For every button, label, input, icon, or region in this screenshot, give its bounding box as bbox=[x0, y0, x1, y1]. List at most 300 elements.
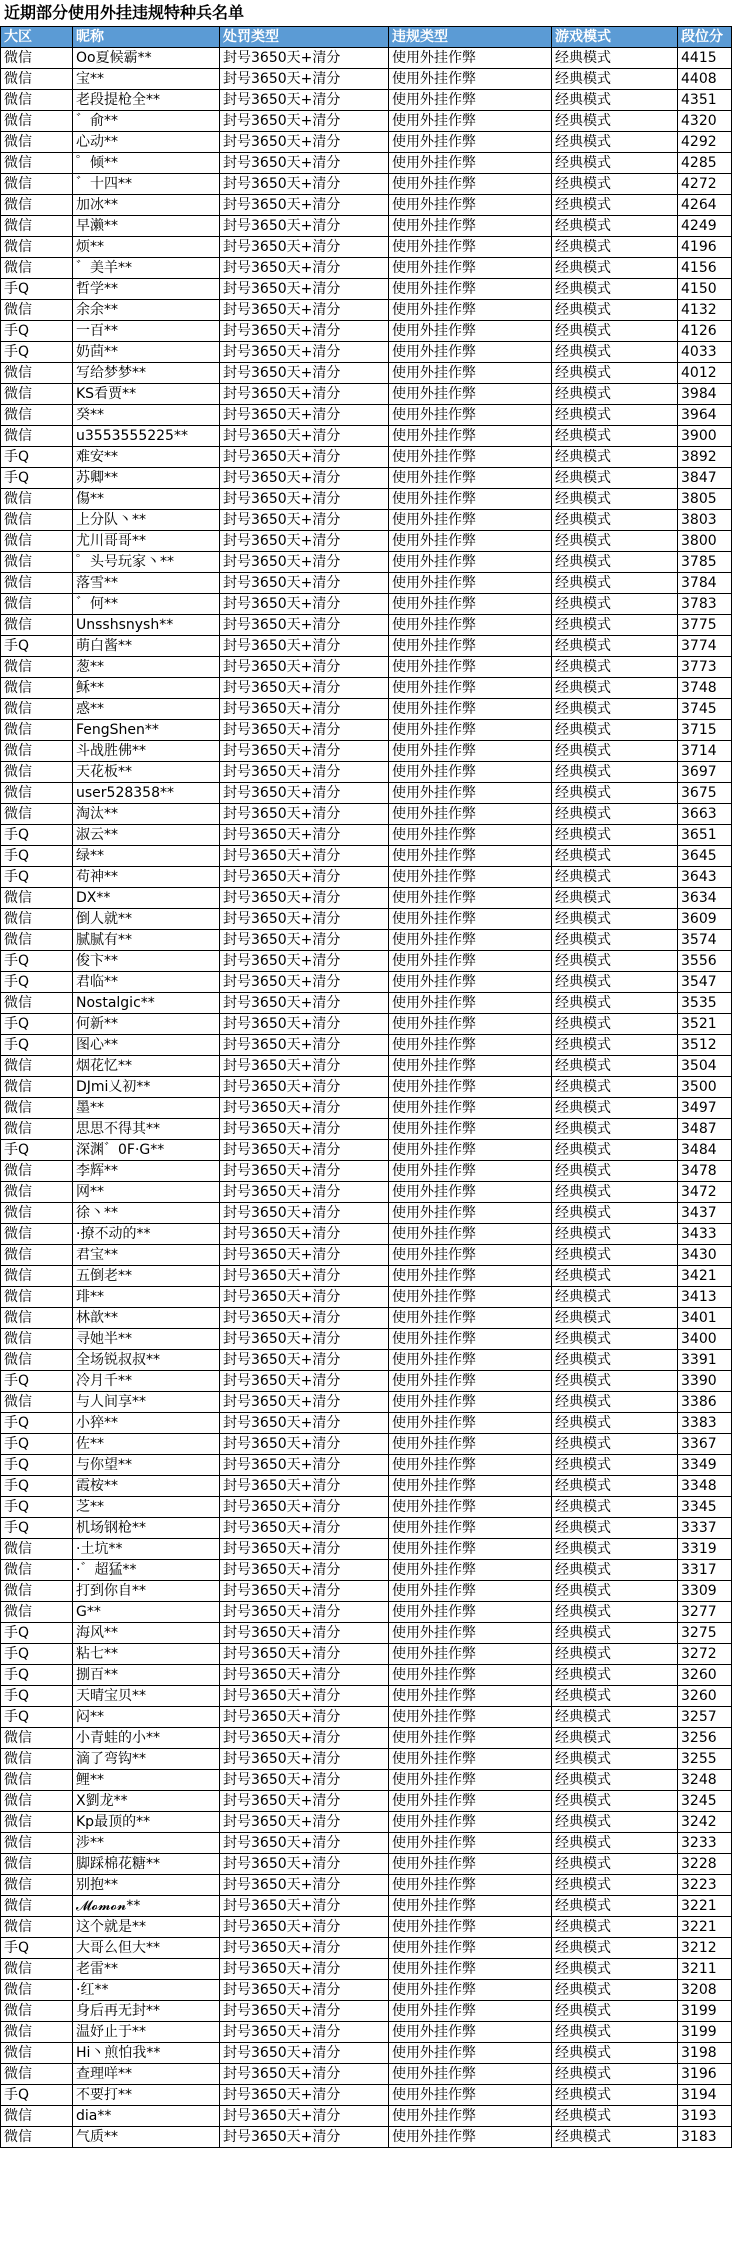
cell-mode: 经典模式 bbox=[552, 573, 678, 594]
cell-violation: 使用外挂作弊 bbox=[389, 573, 552, 594]
cell-mode: 经典模式 bbox=[552, 1077, 678, 1098]
table-row bbox=[1, 1812, 732, 1833]
cell-mode: 经典模式 bbox=[552, 195, 678, 216]
cell-mode: 经典模式 bbox=[552, 1980, 678, 2001]
table-row bbox=[1, 1539, 732, 1560]
table-row bbox=[1, 258, 732, 279]
cell-penalty: 封号3650天+清分 bbox=[220, 1728, 389, 1749]
cell-nickname: 冷月千** bbox=[73, 1371, 220, 1392]
cell-mode: 经典模式 bbox=[552, 1014, 678, 1035]
cell-mode: 经典模式 bbox=[552, 1098, 678, 1119]
cell-rank-score: 3319 bbox=[678, 1539, 732, 1560]
cell-nickname: u3553555225** bbox=[73, 426, 220, 447]
cell-region: 微信 bbox=[1, 1728, 73, 1749]
cell-mode: 经典模式 bbox=[552, 1770, 678, 1791]
cell-nickname: 捌百** bbox=[73, 1665, 220, 1686]
table-row bbox=[1, 636, 732, 657]
cell-violation: 使用外挂作弊 bbox=[389, 1350, 552, 1371]
cell-violation: 使用外挂作弊 bbox=[389, 132, 552, 153]
cell-violation: 使用外挂作弊 bbox=[389, 1224, 552, 1245]
cell-rank-score: 3535 bbox=[678, 993, 732, 1014]
cell-nickname: 老雷** bbox=[73, 1959, 220, 1980]
cell-nickname: 思思不得其** bbox=[73, 1119, 220, 1140]
cell-rank-score: 3212 bbox=[678, 1938, 732, 1959]
table-row bbox=[1, 1329, 732, 1350]
cell-penalty: 封号3650天+清分 bbox=[220, 1938, 389, 1959]
cell-region: 手Q bbox=[1, 1014, 73, 1035]
cell-nickname: 图心** bbox=[73, 1035, 220, 1056]
cell-rank-score: 3892 bbox=[678, 447, 732, 468]
table-row bbox=[1, 972, 732, 993]
cell-penalty: 封号3650天+清分 bbox=[220, 1203, 389, 1224]
cell-nickname: ゛美羊** bbox=[73, 258, 220, 279]
cell-region: 微信 bbox=[1, 363, 73, 384]
cell-nickname: 墨** bbox=[73, 1098, 220, 1119]
cell-violation: 使用外挂作弊 bbox=[389, 1392, 552, 1413]
cell-violation: 使用外挂作弊 bbox=[389, 1959, 552, 1980]
cell-rank-score: 3715 bbox=[678, 720, 732, 741]
table-row bbox=[1, 510, 732, 531]
cell-violation: 使用外挂作弊 bbox=[389, 930, 552, 951]
cell-violation: 使用外挂作弊 bbox=[389, 300, 552, 321]
cell-violation: 使用外挂作弊 bbox=[389, 1560, 552, 1581]
table-row bbox=[1, 2043, 732, 2064]
cell-rank-score: 3208 bbox=[678, 1980, 732, 2001]
cell-rank-score: 3964 bbox=[678, 405, 732, 426]
cell-region: 微信 bbox=[1, 1749, 73, 1770]
cell-mode: 经典模式 bbox=[552, 1203, 678, 1224]
cell-region: 微信 bbox=[1, 2064, 73, 2085]
cell-penalty: 封号3650天+清分 bbox=[220, 2001, 389, 2022]
cell-penalty: 封号3650天+清分 bbox=[220, 2085, 389, 2106]
cell-region: 微信 bbox=[1, 1350, 73, 1371]
cell-region: 微信 bbox=[1, 300, 73, 321]
table-row bbox=[1, 552, 732, 573]
cell-region: 微信 bbox=[1, 930, 73, 951]
cell-rank-score: 3556 bbox=[678, 951, 732, 972]
cell-region: 手Q bbox=[1, 1686, 73, 1707]
cell-violation: 使用外挂作弊 bbox=[389, 1455, 552, 1476]
cell-region: 微信 bbox=[1, 1182, 73, 1203]
cell-mode: 经典模式 bbox=[552, 1791, 678, 1812]
table-row bbox=[1, 174, 732, 195]
cell-penalty: 封号3650天+清分 bbox=[220, 1749, 389, 1770]
table-row bbox=[1, 2085, 732, 2106]
table-row bbox=[1, 573, 732, 594]
cell-penalty: 封号3650天+清分 bbox=[220, 426, 389, 447]
cell-rank-score: 3400 bbox=[678, 1329, 732, 1350]
cell-nickname: 网** bbox=[73, 1182, 220, 1203]
table-row bbox=[1, 846, 732, 867]
cell-region: 微信 bbox=[1, 426, 73, 447]
cell-penalty: 封号3650天+清分 bbox=[220, 2127, 389, 2148]
cell-penalty: 封号3650天+清分 bbox=[220, 321, 389, 342]
cell-penalty: 封号3650天+清分 bbox=[220, 1035, 389, 1056]
cell-region: 微信 bbox=[1, 573, 73, 594]
cell-mode: 经典模式 bbox=[552, 111, 678, 132]
table-row bbox=[1, 1245, 732, 1266]
cell-penalty: 封号3650天+清分 bbox=[220, 762, 389, 783]
table-row bbox=[1, 531, 732, 552]
cell-violation: 使用外挂作弊 bbox=[389, 1791, 552, 1812]
cell-violation: 使用外挂作弊 bbox=[389, 1119, 552, 1140]
cell-penalty: 封号3650天+清分 bbox=[220, 2106, 389, 2127]
table-row bbox=[1, 1644, 732, 1665]
cell-nickname: 佐** bbox=[73, 1434, 220, 1455]
cell-region: 微信 bbox=[1, 762, 73, 783]
cell-mode: 经典模式 bbox=[552, 342, 678, 363]
cell-rank-score: 3401 bbox=[678, 1308, 732, 1329]
cell-violation: 使用外挂作弊 bbox=[389, 111, 552, 132]
cell-region: 微信 bbox=[1, 258, 73, 279]
cell-mode: 经典模式 bbox=[552, 1434, 678, 1455]
cell-rank-score: 3609 bbox=[678, 909, 732, 930]
cell-penalty: 封号3650天+清分 bbox=[220, 1896, 389, 1917]
cell-mode: 经典模式 bbox=[552, 678, 678, 699]
cell-region: 微信 bbox=[1, 405, 73, 426]
cell-mode: 经典模式 bbox=[552, 783, 678, 804]
table-row bbox=[1, 1161, 732, 1182]
cell-violation: 使用外挂作弊 bbox=[389, 783, 552, 804]
cell-region: 微信 bbox=[1, 1875, 73, 1896]
cell-penalty: 封号3650天+清分 bbox=[220, 531, 389, 552]
cell-rank-score: 4196 bbox=[678, 237, 732, 258]
cell-penalty: 封号3650天+清分 bbox=[220, 510, 389, 531]
cell-mode: 经典模式 bbox=[552, 258, 678, 279]
cell-nickname: DJmi乂初** bbox=[73, 1077, 220, 1098]
cell-nickname: 不要打** bbox=[73, 2085, 220, 2106]
cell-penalty: 封号3650天+清分 bbox=[220, 951, 389, 972]
cell-rank-score: 3277 bbox=[678, 1602, 732, 1623]
cell-region: 手Q bbox=[1, 1140, 73, 1161]
cell-penalty: 封号3650天+清分 bbox=[220, 552, 389, 573]
table-row bbox=[1, 657, 732, 678]
cell-penalty: 封号3650天+清分 bbox=[220, 1434, 389, 1455]
cell-region: 微信 bbox=[1, 615, 73, 636]
cell-mode: 经典模式 bbox=[552, 1119, 678, 1140]
cell-nickname: 奶茴** bbox=[73, 342, 220, 363]
table-row bbox=[1, 1518, 732, 1539]
cell-rank-score: 3317 bbox=[678, 1560, 732, 1581]
table-row bbox=[1, 888, 732, 909]
cell-mode: 经典模式 bbox=[552, 909, 678, 930]
cell-penalty: 封号3650天+清分 bbox=[220, 1224, 389, 1245]
cell-penalty: 封号3650天+清分 bbox=[220, 1602, 389, 1623]
cell-violation: 使用外挂作弊 bbox=[389, 1476, 552, 1497]
cell-region: 微信 bbox=[1, 1287, 73, 1308]
cell-rank-score: 3367 bbox=[678, 1434, 732, 1455]
cell-region: 手Q bbox=[1, 468, 73, 489]
cell-violation: 使用外挂作弊 bbox=[389, 867, 552, 888]
cell-region: 微信 bbox=[1, 783, 73, 804]
cell-mode: 经典模式 bbox=[552, 867, 678, 888]
cell-mode: 经典模式 bbox=[552, 300, 678, 321]
cell-region: 手Q bbox=[1, 1035, 73, 1056]
cell-violation: 使用外挂作弊 bbox=[389, 1728, 552, 1749]
table-row bbox=[1, 1728, 732, 1749]
cell-region: 手Q bbox=[1, 1623, 73, 1644]
table-row bbox=[1, 489, 732, 510]
cell-rank-score: 3245 bbox=[678, 1791, 732, 1812]
cell-violation: 使用外挂作弊 bbox=[389, 2085, 552, 2106]
cell-violation: 使用外挂作弊 bbox=[389, 615, 552, 636]
page-title: 近期部分使用外挂违规特种兵名单 bbox=[4, 3, 245, 22]
cell-region: 微信 bbox=[1, 2127, 73, 2148]
cell-penalty: 封号3650天+清分 bbox=[220, 783, 389, 804]
cell-rank-score: 4351 bbox=[678, 90, 732, 111]
cell-nickname: 打到你自** bbox=[73, 1581, 220, 1602]
table-row bbox=[1, 1833, 732, 1854]
table-row bbox=[1, 993, 732, 1014]
table-row bbox=[1, 1581, 732, 1602]
cell-penalty: 封号3650天+清分 bbox=[220, 489, 389, 510]
cell-nickname: FengShen** bbox=[73, 720, 220, 741]
cell-region: 手Q bbox=[1, 846, 73, 867]
cell-violation: 使用外挂作弊 bbox=[389, 510, 552, 531]
cell-penalty: 封号3650天+清分 bbox=[220, 468, 389, 489]
cell-region: 微信 bbox=[1, 1770, 73, 1791]
cell-nickname: 宝** bbox=[73, 69, 220, 90]
cell-rank-score: 3221 bbox=[678, 1917, 732, 1938]
table-row bbox=[1, 1035, 732, 1056]
cell-violation: 使用外挂作弊 bbox=[389, 69, 552, 90]
cell-region: 手Q bbox=[1, 1476, 73, 1497]
cell-violation: 使用外挂作弊 bbox=[389, 2001, 552, 2022]
cell-nickname: 天花板** bbox=[73, 762, 220, 783]
table-row bbox=[1, 2022, 732, 2043]
cell-rank-score: 3211 bbox=[678, 1959, 732, 1980]
cell-rank-score: 4012 bbox=[678, 363, 732, 384]
cell-region: 微信 bbox=[1, 1161, 73, 1182]
cell-region: 微信 bbox=[1, 174, 73, 195]
cell-mode: 经典模式 bbox=[552, 993, 678, 1014]
cell-rank-score: 4292 bbox=[678, 132, 732, 153]
cell-nickname: 上分队丶** bbox=[73, 510, 220, 531]
cell-region: 手Q bbox=[1, 972, 73, 993]
table-row bbox=[1, 804, 732, 825]
table-row bbox=[1, 951, 732, 972]
table-row bbox=[1, 300, 732, 321]
cell-rank-score: 3574 bbox=[678, 930, 732, 951]
cell-region: 微信 bbox=[1, 2043, 73, 2064]
cell-rank-score: 3198 bbox=[678, 2043, 732, 2064]
cell-violation: 使用外挂作弊 bbox=[389, 405, 552, 426]
cell-mode: 经典模式 bbox=[552, 1224, 678, 1245]
cell-nickname: 淘汰** bbox=[73, 804, 220, 825]
cell-penalty: 封号3650天+清分 bbox=[220, 1644, 389, 1665]
cell-mode: 经典模式 bbox=[552, 1938, 678, 1959]
cell-nickname: 小青蛙的小** bbox=[73, 1728, 220, 1749]
cell-violation: 使用外挂作弊 bbox=[389, 1854, 552, 1875]
table-row bbox=[1, 447, 732, 468]
cell-violation: 使用外挂作弊 bbox=[389, 342, 552, 363]
cell-region: 微信 bbox=[1, 1098, 73, 1119]
table-row bbox=[1, 867, 732, 888]
column-header-violation: 违规类型 bbox=[389, 27, 552, 48]
cell-violation: 使用外挂作弊 bbox=[389, 258, 552, 279]
cell-rank-score: 3745 bbox=[678, 699, 732, 720]
cell-mode: 经典模式 bbox=[552, 741, 678, 762]
cell-nickname: 烟花忆** bbox=[73, 1056, 220, 1077]
cell-mode: 经典模式 bbox=[552, 447, 678, 468]
cell-violation: 使用外挂作弊 bbox=[389, 888, 552, 909]
cell-mode: 经典模式 bbox=[552, 1476, 678, 1497]
cell-nickname: 这个就是** bbox=[73, 1917, 220, 1938]
cell-region: 微信 bbox=[1, 1602, 73, 1623]
cell-violation: 使用外挂作弊 bbox=[389, 1665, 552, 1686]
cell-region: 手Q bbox=[1, 1371, 73, 1392]
cell-rank-score: 3697 bbox=[678, 762, 732, 783]
table-row bbox=[1, 279, 732, 300]
cell-mode: 经典模式 bbox=[552, 972, 678, 993]
cell-rank-score: 3800 bbox=[678, 531, 732, 552]
cell-rank-score: 3386 bbox=[678, 1392, 732, 1413]
cell-region: 手Q bbox=[1, 1665, 73, 1686]
cell-mode: 经典模式 bbox=[552, 657, 678, 678]
cell-nickname: 稣** bbox=[73, 678, 220, 699]
cell-mode: 经典模式 bbox=[552, 1560, 678, 1581]
cell-mode: 经典模式 bbox=[552, 90, 678, 111]
cell-region: 微信 bbox=[1, 69, 73, 90]
cell-penalty: 封号3650天+清分 bbox=[220, 174, 389, 195]
cell-nickname: 何新** bbox=[73, 1014, 220, 1035]
cell-violation: 使用外挂作弊 bbox=[389, 657, 552, 678]
cell-mode: 经典模式 bbox=[552, 1266, 678, 1287]
cell-violation: 使用外挂作弊 bbox=[389, 1644, 552, 1665]
cell-penalty: 封号3650天+清分 bbox=[220, 804, 389, 825]
cell-penalty: 封号3650天+清分 bbox=[220, 1980, 389, 2001]
table-row bbox=[1, 1455, 732, 1476]
table-row bbox=[1, 594, 732, 615]
cell-rank-score: 3309 bbox=[678, 1581, 732, 1602]
cell-mode: 经典模式 bbox=[552, 384, 678, 405]
cell-nickname: 林歆** bbox=[73, 1308, 220, 1329]
cell-rank-score: 4320 bbox=[678, 111, 732, 132]
cell-violation: 使用外挂作弊 bbox=[389, 1518, 552, 1539]
cell-penalty: 封号3650天+清分 bbox=[220, 1371, 389, 1392]
cell-penalty: 封号3650天+清分 bbox=[220, 384, 389, 405]
cell-mode: 经典模式 bbox=[552, 1056, 678, 1077]
table-row bbox=[1, 195, 732, 216]
cell-nickname: 脚踩棉花糖** bbox=[73, 1854, 220, 1875]
cell-nickname: 小猝** bbox=[73, 1413, 220, 1434]
cell-violation: 使用外挂作弊 bbox=[389, 216, 552, 237]
cell-region: 微信 bbox=[1, 48, 73, 69]
cell-region: 微信 bbox=[1, 2106, 73, 2127]
cell-nickname: DX** bbox=[73, 888, 220, 909]
cell-region: 微信 bbox=[1, 678, 73, 699]
cell-nickname: ·红** bbox=[73, 1980, 220, 2001]
cell-region: 微信 bbox=[1, 1224, 73, 1245]
cell-violation: 使用外挂作弊 bbox=[389, 426, 552, 447]
cell-penalty: 封号3650天+清分 bbox=[220, 1119, 389, 1140]
table-row bbox=[1, 1560, 732, 1581]
table-row bbox=[1, 1140, 732, 1161]
cell-penalty: 封号3650天+清分 bbox=[220, 1833, 389, 1854]
table-row bbox=[1, 1665, 732, 1686]
cell-mode: 经典模式 bbox=[552, 1749, 678, 1770]
cell-rank-score: 3413 bbox=[678, 1287, 732, 1308]
cell-penalty: 封号3650天+清分 bbox=[220, 720, 389, 741]
table-row bbox=[1, 1770, 732, 1791]
table-row bbox=[1, 1434, 732, 1455]
cell-penalty: 封号3650天+清分 bbox=[220, 1875, 389, 1896]
cell-violation: 使用外挂作弊 bbox=[389, 174, 552, 195]
cell-nickname: 鲤** bbox=[73, 1770, 220, 1791]
column-header-penalty: 处罚类型 bbox=[220, 27, 389, 48]
cell-mode: 经典模式 bbox=[552, 153, 678, 174]
cell-penalty: 封号3650天+清分 bbox=[220, 846, 389, 867]
cell-penalty: 封号3650天+清分 bbox=[220, 1266, 389, 1287]
cell-rank-score: 4285 bbox=[678, 153, 732, 174]
table-row bbox=[1, 1182, 732, 1203]
cell-mode: 经典模式 bbox=[552, 468, 678, 489]
cell-nickname: 徐丶** bbox=[73, 1203, 220, 1224]
cell-mode: 经典模式 bbox=[552, 1371, 678, 1392]
cell-mode: 经典模式 bbox=[552, 1917, 678, 1938]
cell-nickname: 与你望** bbox=[73, 1455, 220, 1476]
cell-rank-score: 3784 bbox=[678, 573, 732, 594]
cell-violation: 使用外挂作弊 bbox=[389, 1308, 552, 1329]
cell-penalty: 封号3650天+清分 bbox=[220, 1287, 389, 1308]
cell-penalty: 封号3650天+清分 bbox=[220, 1245, 389, 1266]
cell-mode: 经典模式 bbox=[552, 237, 678, 258]
cell-rank-score: 4156 bbox=[678, 258, 732, 279]
table-row bbox=[1, 1224, 732, 1245]
cell-rank-score: 4264 bbox=[678, 195, 732, 216]
table-row bbox=[1, 1371, 732, 1392]
cell-region: 手Q bbox=[1, 1707, 73, 1728]
cell-nickname: ゜倾** bbox=[73, 153, 220, 174]
table-row bbox=[1, 1875, 732, 1896]
cell-mode: 经典模式 bbox=[552, 1833, 678, 1854]
cell-violation: 使用外挂作弊 bbox=[389, 48, 552, 69]
cell-rank-score: 3805 bbox=[678, 489, 732, 510]
cell-nickname: 腻腻有** bbox=[73, 930, 220, 951]
cell-penalty: 封号3650天+清分 bbox=[220, 741, 389, 762]
cell-nickname: 落雪** bbox=[73, 573, 220, 594]
cell-penalty: 封号3650天+清分 bbox=[220, 1539, 389, 1560]
cell-mode: 经典模式 bbox=[552, 1875, 678, 1896]
cell-penalty: 封号3650天+清分 bbox=[220, 1623, 389, 1644]
cell-penalty: 封号3650天+清分 bbox=[220, 279, 389, 300]
cell-violation: 使用外挂作弊 bbox=[389, 594, 552, 615]
cell-mode: 经典模式 bbox=[552, 216, 678, 237]
table-row bbox=[1, 216, 732, 237]
cell-mode: 经典模式 bbox=[552, 1455, 678, 1476]
cell-violation: 使用外挂作弊 bbox=[389, 804, 552, 825]
cell-rank-score: 4150 bbox=[678, 279, 732, 300]
cell-mode: 经典模式 bbox=[552, 2043, 678, 2064]
cell-region: 微信 bbox=[1, 111, 73, 132]
cell-region: 微信 bbox=[1, 1560, 73, 1581]
cell-penalty: 封号3650天+清分 bbox=[220, 2043, 389, 2064]
cell-violation: 使用外挂作弊 bbox=[389, 1014, 552, 1035]
cell-region: 手Q bbox=[1, 951, 73, 972]
table-row bbox=[1, 426, 732, 447]
cell-violation: 使用外挂作弊 bbox=[389, 1497, 552, 1518]
cell-rank-score: 3223 bbox=[678, 1875, 732, 1896]
cell-rank-score: 3421 bbox=[678, 1266, 732, 1287]
cell-mode: 经典模式 bbox=[552, 1686, 678, 1707]
cell-nickname: 琲** bbox=[73, 1287, 220, 1308]
cell-mode: 经典模式 bbox=[552, 951, 678, 972]
cell-rank-score: 3233 bbox=[678, 1833, 732, 1854]
table-row bbox=[1, 825, 732, 846]
cell-region: 微信 bbox=[1, 1896, 73, 1917]
cell-mode: 经典模式 bbox=[552, 1245, 678, 1266]
cell-nickname: 闷** bbox=[73, 1707, 220, 1728]
